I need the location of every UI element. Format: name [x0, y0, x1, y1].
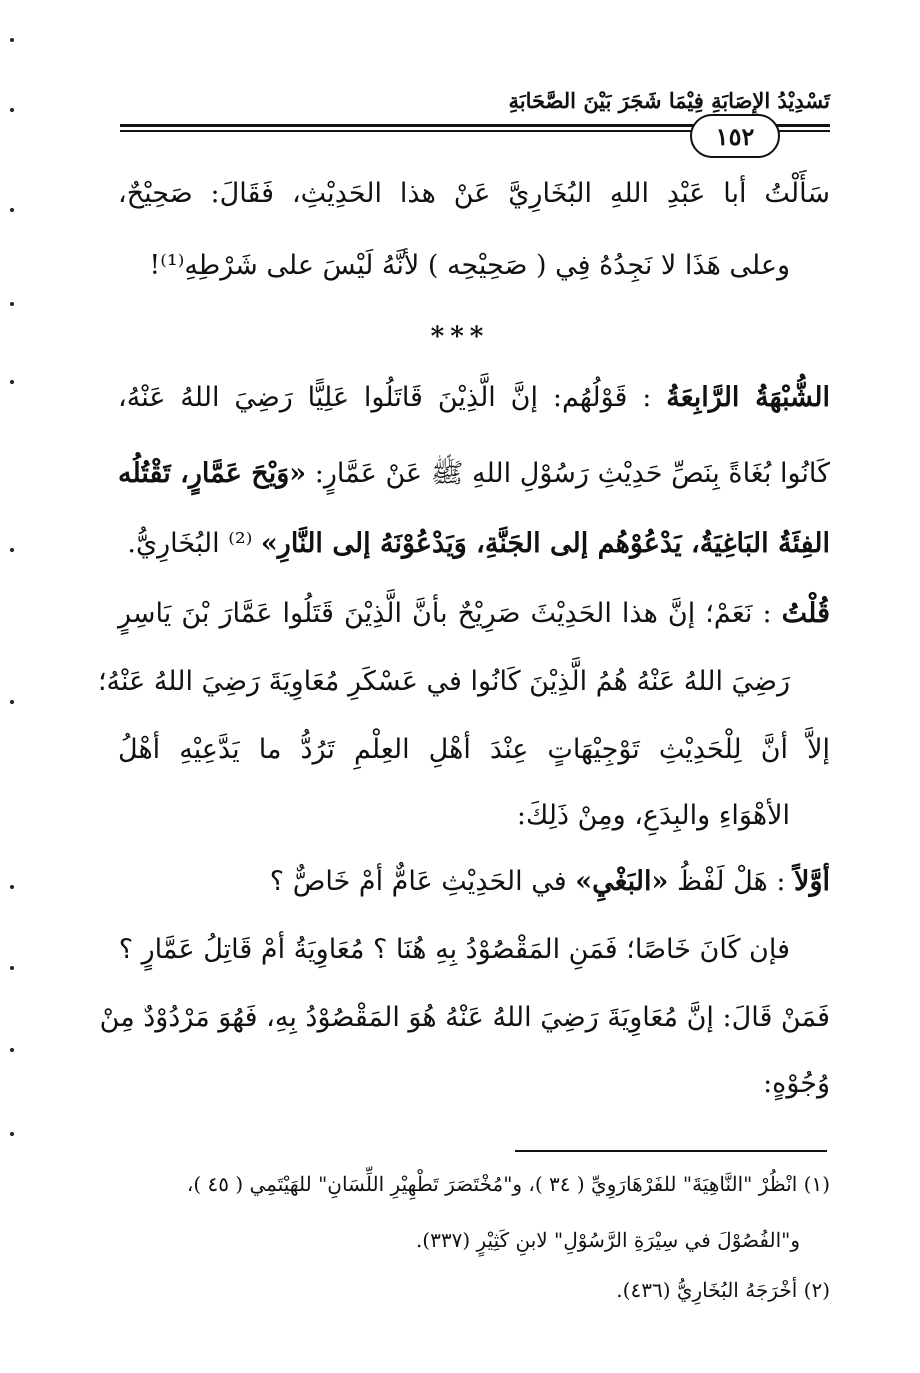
paragraph-line [118, 800, 790, 831]
margin-dot [10, 302, 14, 306]
margin-dot [10, 108, 14, 112]
text-span: كَانُوا بُغَاةً بِنَصِّ حَدِيْثِ رَسُوْلِ اللهِ ﷺ عَنْ عَمَّارٍ: [314, 458, 830, 489]
margin-dot [10, 380, 14, 384]
paragraph-line [97, 666, 790, 697]
footnote-1: (١) انْظُرْ "النَّاهِيَةَ" للفَرْهَارَوِيِّ ( ٣٤ )، و"مُخْتَصَرَ تَطْهِيْرِ اللِّسَانِ" للهَيْتَمِي ( ٤٥ )، [186, 1172, 830, 1196]
paragraph-line [118, 598, 830, 629]
paragraph-line [118, 528, 830, 559]
paragraph-line [118, 456, 830, 496]
paragraph-line [118, 382, 830, 413]
margin-dot [10, 548, 14, 552]
paragraph-line [118, 934, 790, 965]
footnote-2: (٢) أخْرَجَهُ البُخَارِيُّ (٤٣٦). [616, 1278, 830, 1302]
hadith-quote: الفِئَةُ البَاغِيَةُ، يَدْعُوْهُم إلى الجَنَّةِ، وَيَدْعُوْنَهُ إلى النَّارِ» [260, 528, 830, 559]
paragraph-line [118, 250, 790, 281]
text-span: رَضِيَ اللهُ عَنْهُ هُمُ الَّذِيْنَ كَانُوا في عَسْكَرِ مُعَاوِيَةَ رَضِيَ اللهُ عَنْهُ؛ [97, 666, 790, 697]
text-span: ⁽²⁾ البُخَارِيُّ. [127, 528, 253, 559]
margin-dot [10, 885, 14, 889]
footnote-1-continued: و"الفُصُوْلَ في سِيْرَةِ الرَّسُوْلِ" لابنِ كَثِيْرٍ (٣٣٧). [415, 1228, 800, 1252]
text-span: فإن كَانَ خَاصًا؛ فَمَنِ المَقْصُوْدُ بِهِ هُنَا ؟ مُعَاوِيَةُ أمْ قَاتِلُ عَمَّارٍ ؟ [118, 934, 790, 965]
hadith-quote: «وَيْحَ عَمَّارٍ، تَقْتُلُه [118, 458, 307, 489]
text-span: في الحَدِيْثِ عَامٌّ أمْ خَاصٌّ ؟ [269, 866, 567, 897]
response-heading: قُلْتُ [781, 598, 830, 629]
paragraph-line [118, 866, 830, 897]
section-heading: الشُّبْهَةُ الرَّابِعَةُ [666, 382, 830, 413]
section-separator: *** [430, 322, 490, 352]
paragraph-line [118, 178, 830, 209]
quoted-term: «البَغْيِ» [575, 866, 669, 897]
margin-dot [10, 1048, 14, 1052]
paragraph-line [118, 1068, 830, 1099]
text-span: : قَوْلُهُم: إنَّ الَّذِيْنَ قَاتَلُوا عَلِيًّا رَضِيَ اللهُ عَنْهُ، [118, 382, 652, 413]
text-span: وُجُوْهٍ: [763, 1068, 830, 1099]
text-span: إلاَّ أنَّ لِلْحَدِيْثِ تَوْجِيْهَاتٍ عِنْدَ أهْلِ العِلْمِ تَرُدُّ ما يَدَّعِيْهِ أهْلُ [118, 734, 830, 765]
text-span: : نَعَمْ؛ إنَّ هذا الحَدِيْثَ صَرِيْحٌ بأنَّ الَّذِيْنَ قَتَلُوا عَمَّارَ بْنَ يَاسِرٍ [118, 598, 772, 629]
paragraph-line [99, 1002, 830, 1033]
footnote-rule [515, 1150, 827, 1152]
paragraph-line [118, 734, 830, 765]
page-number-badge [690, 114, 780, 158]
margin-dot [10, 208, 14, 212]
text-span: الأهْوَاءِ والبِدَعِ، ومِنْ ذَلِكَ: [516, 800, 790, 831]
text-span: وعلى هَذَا لا نَجِدُهُ فِي ( صَحِيْحِه ) لأنَّهُ لَيْسَ على شَرْطِهِ⁽¹⁾! [149, 250, 790, 281]
text-span: : هَلْ لَفْظُ [676, 866, 786, 897]
text-span: فَمَنْ قَالَ: إنَّ مُعَاوِيَةَ رَضِيَ اللهُ عَنْهُ هُوَ المَقْصُوْدُ بِهِ، فَهُوَ مَرْدُوْدٌ مِنْ [99, 1002, 830, 1033]
margin-dot [10, 700, 14, 704]
margin-dot [10, 38, 14, 42]
text-span: سَأَلْتُ أبا عَبْدِ اللهِ البُخَارِيَّ عَنْ هذا الحَدِيْثِ، فَقَالَ: صَحِيْحٌ، [118, 178, 830, 209]
running-header-title: تَسْدِيْدُ الإِصَابَةِ فِيْمَا شَجَرَ بَيْنَ الصَّحَابَةِ [508, 88, 830, 113]
margin-dot [10, 1132, 14, 1136]
margin-dot [10, 966, 14, 970]
point-heading: أوَّلاً [794, 866, 830, 897]
page-number: ١٥٢ [715, 121, 755, 151]
